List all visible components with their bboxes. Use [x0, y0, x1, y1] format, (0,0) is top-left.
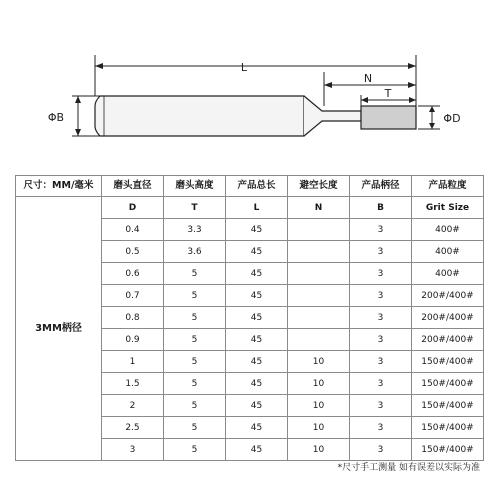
- table-cell: 10: [288, 417, 350, 439]
- table-cell: 5: [164, 263, 226, 285]
- header-cell: 磨头高度: [164, 176, 226, 197]
- table-cell: 5: [164, 285, 226, 307]
- header-cell: 产品粒度: [412, 176, 484, 197]
- table-cell: [288, 285, 350, 307]
- header-cell: 磨头直径: [102, 176, 164, 197]
- table-cell: 3: [350, 241, 412, 263]
- table-cell: 0.9: [102, 329, 164, 351]
- shank-size-cell: 3MM柄径: [16, 197, 102, 461]
- table-cell: 3: [350, 307, 412, 329]
- table-cell: 200#/400#: [412, 285, 484, 307]
- table-cell: 3: [350, 417, 412, 439]
- table-cell: [288, 307, 350, 329]
- label-D: ΦD: [443, 112, 461, 125]
- neck: [304, 96, 361, 136]
- grinding-bit-diagram: [0, 0, 500, 175]
- spec-table: [15, 175, 484, 461]
- subheader-cell: B: [350, 197, 412, 219]
- table-cell: 3: [350, 219, 412, 241]
- table-cell: 3: [350, 329, 412, 351]
- table-cell: 200#/400#: [412, 307, 484, 329]
- table-cell: 10: [288, 373, 350, 395]
- table-cell: 45: [226, 241, 288, 263]
- table-cell: 0.8: [102, 307, 164, 329]
- subheader-cell: Grit Size: [412, 197, 484, 219]
- shank-body: [95, 96, 304, 136]
- table-cell: 45: [226, 219, 288, 241]
- table-cell: [288, 329, 350, 351]
- table-cell: 3: [102, 439, 164, 461]
- table-cell: 5: [164, 329, 226, 351]
- subheader-row: [16, 197, 484, 219]
- footnote: *尺寸手工测量 如有误差以实际为准: [337, 463, 480, 473]
- table-cell: 3: [350, 351, 412, 373]
- table-cell: 150#/400#: [412, 417, 484, 439]
- table-cell: 3: [350, 263, 412, 285]
- label-N: N: [363, 72, 373, 85]
- table-cell: 5: [164, 439, 226, 461]
- table-cell: 2: [102, 395, 164, 417]
- table-cell: 5: [164, 395, 226, 417]
- table-cell: 0.5: [102, 241, 164, 263]
- table-cell: [288, 263, 350, 285]
- table-cell: 3: [350, 285, 412, 307]
- header-cell: 避空长度: [288, 176, 350, 197]
- table-cell: 400#: [412, 263, 484, 285]
- table-cell: 45: [226, 329, 288, 351]
- grinding-head: [361, 106, 416, 129]
- table-cell: [288, 219, 350, 241]
- table-cell: 150#/400#: [412, 373, 484, 395]
- table-cell: 150#/400#: [412, 439, 484, 461]
- table-cell: 45: [226, 417, 288, 439]
- table-cell: 3: [350, 395, 412, 417]
- table-cell: 45: [226, 351, 288, 373]
- table-cell: 200#/400#: [412, 329, 484, 351]
- table-cell: 0.4: [102, 219, 164, 241]
- table-cell: 5: [164, 417, 226, 439]
- subheader-cell: D: [102, 197, 164, 219]
- table-cell: 45: [226, 395, 288, 417]
- table-cell: 1: [102, 351, 164, 373]
- table-cell: 3: [350, 439, 412, 461]
- corner-label: 尺寸：MM/毫米: [16, 176, 102, 197]
- table-cell: 400#: [412, 219, 484, 241]
- header-row: [16, 176, 484, 197]
- table-cell: 2.5: [102, 417, 164, 439]
- table-cell: 1.5: [102, 373, 164, 395]
- table-cell: 5: [164, 307, 226, 329]
- table-cell: 45: [226, 285, 288, 307]
- table-cell: 45: [226, 307, 288, 329]
- label-T: T: [384, 87, 392, 100]
- table-cell: 45: [226, 373, 288, 395]
- table-cell: 5: [164, 351, 226, 373]
- table-cell: 150#/400#: [412, 395, 484, 417]
- subheader-cell: L: [226, 197, 288, 219]
- table-cell: 10: [288, 351, 350, 373]
- table-cell: 0.7: [102, 285, 164, 307]
- table-cell: 400#: [412, 241, 484, 263]
- table-cell: 5: [164, 373, 226, 395]
- table-cell: [288, 241, 350, 263]
- table-cell: 45: [226, 263, 288, 285]
- table-cell: 3.6: [164, 241, 226, 263]
- table-cell: 150#/400#: [412, 351, 484, 373]
- table-cell: 45: [226, 439, 288, 461]
- label-L: L: [240, 61, 248, 74]
- table-cell: 10: [288, 439, 350, 461]
- table-cell: 3: [350, 373, 412, 395]
- header-cell: 产品柄径: [350, 176, 412, 197]
- table-cell: 3.3: [164, 219, 226, 241]
- table-cell: 0.6: [102, 263, 164, 285]
- label-B: ΦB: [47, 111, 65, 124]
- subheader-cell: N: [288, 197, 350, 219]
- header-cell: 产品总长: [226, 176, 288, 197]
- subheader-cell: T: [164, 197, 226, 219]
- table-cell: 10: [288, 395, 350, 417]
